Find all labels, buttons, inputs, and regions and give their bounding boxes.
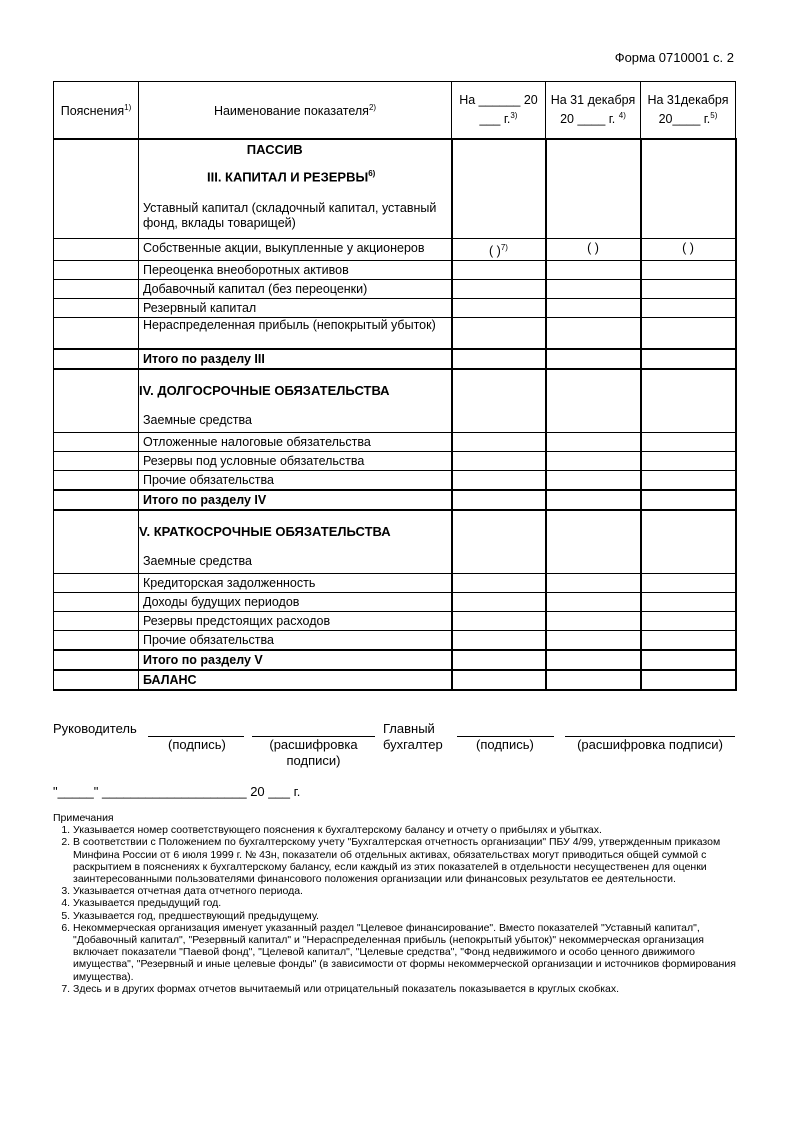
table-cell [452,574,546,593]
head-decode-caption: (расшифровка подписи) [269,737,358,768]
header-reporting-date: На ______ 20 ___ г.$^{3)}$ [452,82,546,140]
table-cell [546,593,641,612]
table-cell [54,471,139,491]
table-cell [452,349,546,369]
row-label: Заемные средства [143,413,252,428]
table-row [54,261,736,280]
section-4-title: IV. ДОЛГОСРОЧНЫЕ ОБЯЗАТЕЛЬСТВА [139,383,390,399]
table-cell [54,670,139,690]
note-item: 2. В соответствии с Положением по бухгалтерскому учету "Бухгалтерская отчетность организации" ПБУ 4/99, утвержденным приказом Минфина России от 6 июля 1999 г. № 43н, показатели об отдельных активах, обязательствах могут приводиться общей суммой с раскрытием в пояснениях к бухгалтерскому балансу, если каждый из этих показателей в отдельности несущественен для оценки заинтересованными пользователями финансового положения организации или финансовых результатов ее деятельности. [73,836,736,885]
row-label: Переоценка внеоборотных активов [139,261,452,280]
table-cell [641,369,736,433]
table-cell [546,471,641,491]
table-cell [452,261,546,280]
table-cell [641,574,736,593]
table-cell [546,574,641,593]
table-cell [546,433,641,452]
section-3-header-row [54,139,736,239]
table-cell [452,471,546,491]
table-cell [54,612,139,631]
table-row [54,433,736,452]
note-item: 5. Указывается год, предшествующий предыдущему. [73,910,736,922]
table-cell [452,452,546,471]
table-cell [54,369,139,433]
table-cell [54,239,139,261]
table-cell [546,670,641,690]
table-cell: ( )$^{7)}$ [452,239,546,261]
table-row [54,593,736,612]
note-item: 6. Некоммерческая организация именует указанный раздел "Целевое финансирование". Вместо показателей "Уставный капитал", "Добавочный капитал", "Резервный капитал" и "Нераспределенная прибыль (непокрытый убыток)" некоммерческая организация включает показатели "Паевой фонд", "Целевой капитал", "Целевые средства", "Фонд недвижимого и особо ценного движимого имущества", "Резервный и иные целевые фонды" (в зависимости от формы некоммерческой организации и источников формирования имущества). [73,922,736,983]
table-cell: ( ) [641,239,736,261]
table-cell [546,650,641,670]
row-label: Отложенные налоговые обязательства [139,433,452,452]
section-4-title-cell [139,369,452,433]
table-cell [546,318,641,350]
notes-list [53,824,736,995]
section-3-title: III. КАПИТАЛ И РЕЗЕРВЫ$^{6)}$ [207,169,376,185]
table-cell [54,299,139,318]
table-cell [641,280,736,299]
table-cell [452,593,546,612]
table-cell [641,452,736,471]
table-cell [546,510,641,574]
table-cell [54,490,139,510]
table-cell [452,510,546,574]
table-row [54,612,736,631]
table-cell [54,318,139,350]
table-cell [452,433,546,452]
table-cell [54,261,139,280]
section-5-title-cell [139,510,452,574]
note-item: 3. Указывается отчетная дата отчетного периода. [73,885,736,897]
table-cell [452,369,546,433]
table-row [54,471,736,491]
table-cell [452,612,546,631]
table-cell [641,631,736,651]
form-number-label: Форма 0710001 с. 2 [614,50,734,65]
table-cell [54,574,139,593]
row-label: Доходы будущих периодов [139,593,452,612]
head-label: Руководитель [53,721,137,736]
row-label: Резервный капитал [139,299,452,318]
table-cell [54,349,139,369]
table-cell [641,139,736,239]
table-cell: ( ) [546,239,641,261]
table-cell [641,490,736,510]
row-label: Резервы под условные обязательства [139,452,452,471]
row-label: Собственные акции, выкупленные у акционеров [139,239,452,261]
total-row [54,349,736,369]
table-cell [546,299,641,318]
chief-accountant-label: Главный бухгалтер [383,721,443,752]
table-cell [54,631,139,651]
date-field[interactable]: "_____" ____________________ 20 ___ г. [53,784,301,799]
row-label: Заемные средства [143,554,252,569]
section-3-title-cell [139,139,452,239]
row-label: Прочие обязательства [139,631,452,651]
balance-row [54,670,736,690]
total-row [54,490,736,510]
table-cell [641,471,736,491]
table-cell [54,510,139,574]
table-row [54,299,736,318]
charter-capital-label: Уставный капитал (складочный капитал, уставный фонд, вклады товарищей) [143,201,437,231]
table-cell [54,650,139,670]
table-cell [641,349,736,369]
table-row [54,574,736,593]
table-cell [641,433,736,452]
table-header-row [54,82,736,140]
chief-decode-caption: (расшифровка подписи) [577,737,723,752]
note-item: 7. Здесь и в других формах отчетов вычитаемый или отрицательный показатель показывается в круглых скобках. [73,983,736,995]
table-cell [641,593,736,612]
balance-sheet-table [53,81,737,691]
header-year-before: На 31декабря 20____ г.$^{5)}$ [641,82,736,140]
row-label: Добавочный капитал (без переоценки) [139,280,452,299]
section-4-header-row [54,369,736,433]
table-row [54,239,736,261]
table-cell [546,612,641,631]
table-cell [641,612,736,631]
table-cell [641,510,736,574]
table-cell [452,299,546,318]
section-5-title: V. КРАТКОСРОЧНЫЕ ОБЯЗАТЕЛЬСТВА [139,524,391,540]
table-cell [641,318,736,350]
table-cell [641,299,736,318]
table-cell [54,280,139,299]
table-cell [546,369,641,433]
table-row [54,280,736,299]
row-label: Резервы предстоящих расходов [139,612,452,631]
note-item: 4. Указывается предыдущий год. [73,897,736,909]
notes-section [53,812,736,995]
table-cell [54,452,139,471]
table-cell [546,280,641,299]
table-cell [546,631,641,651]
table-cell [452,650,546,670]
table-cell [452,318,546,350]
table-cell [452,631,546,651]
chief-signature-caption: (подпись) [476,737,534,752]
table-cell [546,261,641,280]
passive-heading: ПАССИВ [246,142,303,157]
total-label: Итого по разделу IV [139,490,452,510]
table-row [54,631,736,651]
total-label: Итого по разделу V [139,650,452,670]
header-indicator-name: Наименование показателя$^{2)}$ [139,82,452,140]
table-cell [54,433,139,452]
total-label: Итого по разделу III [139,349,452,369]
table-cell [546,490,641,510]
table-row [54,452,736,471]
table-cell [641,650,736,670]
table-cell [641,261,736,280]
head-signature-caption: (подпись) [168,737,226,752]
note-item: 1. Указывается номер соответствующего пояснения к бухгалтерскому балансу и отчету о прибылях и убытках. [73,824,736,836]
table-cell [546,452,641,471]
header-explanations: Пояснения$^{1)}$ [54,82,139,140]
total-row [54,650,736,670]
table-row [54,318,736,350]
table-cell [54,593,139,612]
table-cell [452,139,546,239]
notes-title: Примечания [53,812,114,824]
table-cell [452,490,546,510]
section-5-header-row [54,510,736,574]
table-cell [452,670,546,690]
table-cell [641,670,736,690]
header-previous-year: На 31 декабря 20 ____ г. $^{4)}$ [546,82,641,140]
row-label: Кредиторская задолженность [139,574,452,593]
balance-label: БАЛАНС [139,670,452,690]
table-cell [452,280,546,299]
row-label: Прочие обязательства [139,471,452,491]
row-label: Нераспределенная прибыль (непокрытый убыток) [139,318,452,350]
table-cell [546,139,641,239]
table-cell [546,349,641,369]
